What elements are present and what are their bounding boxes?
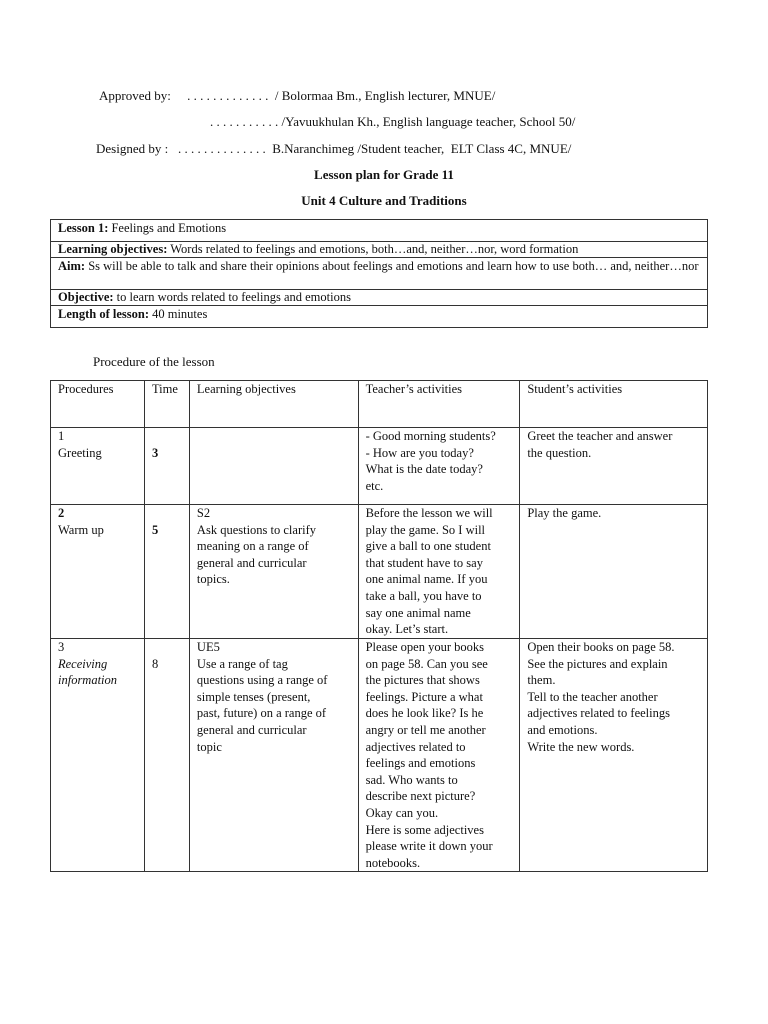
student-line: Open their books on page 58. xyxy=(527,640,675,654)
header-teacher-activities: Teacher’s activities xyxy=(358,381,520,428)
table-row xyxy=(51,428,708,505)
time-value: 5 xyxy=(151,522,159,537)
length-value: 40 minutes xyxy=(148,307,208,321)
teacher-line: adjectives related to xyxy=(365,739,466,754)
student-line: the question. xyxy=(527,445,592,460)
aim-label: Aim: xyxy=(58,259,86,273)
teacher-line: does he look like? Is he xyxy=(365,706,484,721)
student-line: Greet the teacher and answer xyxy=(527,429,673,443)
teacher-line: - Good morning students? xyxy=(365,429,496,443)
time-cell xyxy=(144,639,189,872)
teacher-line: Before the lesson we will xyxy=(365,506,493,520)
objectives-cell xyxy=(189,505,358,639)
teacher-line: describe next picture? xyxy=(365,789,476,804)
objective-line: S2 xyxy=(196,506,211,520)
approved-by-dots: . . . . . . . . . . . . . xyxy=(187,88,269,103)
header-student-activities: Student’s activities xyxy=(520,381,708,428)
objective-line: UE5 xyxy=(196,640,220,654)
objective-value: to learn words related to feelings and emotions xyxy=(113,290,351,304)
student-cell xyxy=(520,639,708,872)
objective-line: Ask questions to clarify xyxy=(196,522,317,537)
objective-line: past, future) on a range of xyxy=(196,706,327,721)
approver-1-text: / Bolormaa Bm., English lecturer, MNUE/ xyxy=(274,88,496,103)
objective-line: Use a range of tag xyxy=(196,656,288,671)
approver-2-text: /Yavuukhulan Kh., English language teacher, School 50/ xyxy=(281,114,576,129)
teacher-line: angry or tell me another xyxy=(365,722,486,737)
teacher-line: notebooks. xyxy=(365,855,421,870)
objective-line: general and curricular xyxy=(196,722,307,737)
lesson-label: Lesson 1: xyxy=(58,221,109,235)
teacher-line: feelings and emotions xyxy=(365,756,476,771)
lesson-row xyxy=(51,220,708,242)
learning-objectives-label: Learning objectives: xyxy=(58,242,168,256)
time-value: 8 xyxy=(151,656,159,671)
teacher-line: that student have to say xyxy=(365,555,483,570)
teacher-line: please write it down your xyxy=(365,839,493,854)
teacher-cell xyxy=(358,639,520,872)
header-procedures: Procedures xyxy=(51,381,145,428)
objective-row xyxy=(51,290,708,306)
procedure-cell xyxy=(51,639,145,872)
lesson-plan-title: Lesson plan for Grade 11 xyxy=(314,167,454,182)
objective-label: Objective: xyxy=(58,290,114,304)
procedure-number: 2 xyxy=(58,506,65,520)
objective-line: topic xyxy=(196,739,222,754)
approved-by-label: Approved by: xyxy=(99,88,171,103)
objective-line: meaning on a range of xyxy=(196,539,309,554)
procedure-cell xyxy=(51,428,145,505)
learning-objectives-value: Words related to feelings and emotions, both…and, neither…nor, word formation xyxy=(167,242,579,256)
length-label: Length of lesson: xyxy=(58,307,149,321)
teacher-line: say one animal name xyxy=(365,605,471,620)
objective-line: questions using a range of xyxy=(196,673,328,688)
objective-line: topics. xyxy=(196,572,230,587)
procedure-number: 1 xyxy=(58,429,65,443)
student-line: and emotions. xyxy=(527,722,598,737)
procedure-name: Greeting xyxy=(58,445,102,460)
table-row xyxy=(51,505,708,639)
lesson-value: Feelings and Emotions xyxy=(108,221,227,235)
teacher-line: feelings. Picture a what xyxy=(365,689,483,704)
learning-objectives-row xyxy=(51,242,708,258)
aim-row xyxy=(51,258,708,290)
procedure-number: 3 xyxy=(58,640,65,654)
student-line: Play the game. xyxy=(527,506,602,520)
student-line: Write the new words. xyxy=(527,739,635,754)
student-cell xyxy=(520,505,708,639)
teacher-cell xyxy=(358,428,520,505)
student-line: See the pictures and explain xyxy=(527,656,668,671)
aim-value: Ss will be able to talk and share their opinions about feelings and emotions and learn how to use both… and, neither…nor xyxy=(85,259,699,273)
unit-title: Unit 4 Culture and Traditions xyxy=(301,193,467,208)
teacher-line: - How are you today? xyxy=(365,445,474,460)
procedure-name: Warm up xyxy=(58,522,104,537)
designer-text: B.Naranchimeg /Student teacher, ELT Class 4C, MNUE/ xyxy=(272,141,572,156)
teacher-line: Okay can you. xyxy=(365,805,439,820)
teacher-line: Here is some adjectives xyxy=(365,822,484,837)
time-cell xyxy=(144,505,189,639)
header-time: Time xyxy=(144,381,189,428)
teacher-line: Please open your books xyxy=(365,640,484,654)
designed-by-line xyxy=(96,141,571,157)
objectives-cell xyxy=(189,428,358,505)
lesson-info-table xyxy=(50,219,708,328)
procedure-name: information xyxy=(58,673,118,688)
length-row xyxy=(51,306,708,328)
teacher-line: sad. Who wants to xyxy=(365,772,458,787)
teacher-line: okay. Let’s start. xyxy=(365,622,449,637)
teacher-line: one animal name. If you xyxy=(365,572,488,587)
procedure-header-row xyxy=(51,381,708,428)
designed-by-dots: . . . . . . . . . . . . . . xyxy=(177,141,266,156)
table-row xyxy=(51,639,708,872)
procedure-title: Procedure of the lesson xyxy=(93,354,215,369)
procedure-table xyxy=(50,380,708,872)
student-line: adjectives related to feelings xyxy=(527,706,670,721)
approved-by-line xyxy=(99,88,495,104)
teacher-line: play the game. So I will xyxy=(365,522,486,537)
teacher-cell xyxy=(358,505,520,639)
student-line: them. xyxy=(527,673,556,688)
teacher-line: take a ball, you have to xyxy=(365,588,482,603)
objective-line: general and curricular xyxy=(196,555,307,570)
teacher-line: give a ball to one student xyxy=(365,539,491,554)
teacher-line: the pictures that shows xyxy=(365,673,480,688)
teacher-line: What is the date today? xyxy=(365,462,483,477)
approved-by-line-2 xyxy=(210,114,575,130)
time-value: 3 xyxy=(151,445,159,460)
objective-line: simple tenses (present, xyxy=(196,689,311,704)
procedure-cell xyxy=(51,505,145,639)
designed-by-label: Designed by : xyxy=(96,141,169,156)
header-learning-objectives: Learning objectives xyxy=(189,381,358,428)
objectives-cell xyxy=(189,639,358,872)
teacher-line: etc. xyxy=(365,478,384,493)
student-cell xyxy=(520,428,708,505)
approved-by-dots-2: . . . . . . . . . . . xyxy=(210,114,279,129)
teacher-line: on page 58. Can you see xyxy=(365,656,488,671)
procedure-name: Receiving xyxy=(58,656,108,671)
student-line: Tell to the teacher another xyxy=(527,689,658,704)
time-cell xyxy=(144,428,189,505)
